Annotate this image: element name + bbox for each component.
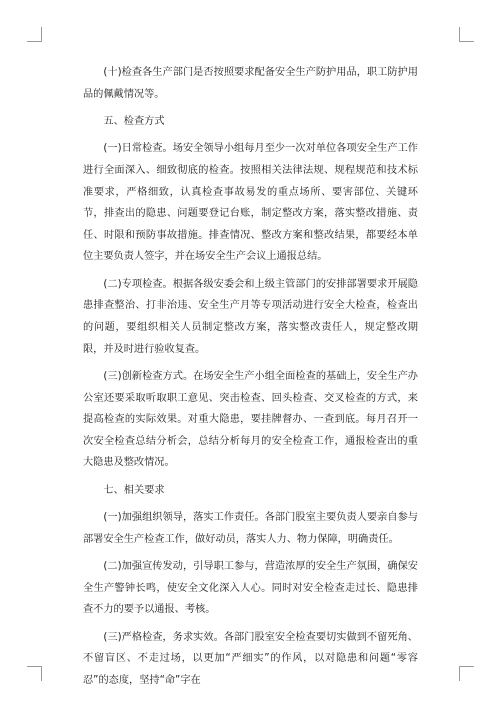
paragraph-daily-inspection: (一)日常检查。场安全领导小组每月至少一次对单位各项安全生产工作进行全面深入、细致彻底的检查。按照相关法律法规、规程规范和技术标准要求，严格细致，认真检查事故易发的重点场所、要害部位、关键环节，排查出的隐患、问题要登记台账，制定整改方案，落实整改措施、责任、时限和预防事故措施。排查情况、整改方案和整改结果，都要经本单位主要负责人签字，并在场安全生产会议上通报总结。 bbox=[83, 143, 418, 263]
crop-mark-top-left bbox=[27, 27, 42, 42]
paragraph-inspect-protective-gear: (十)检查各生产部门是否按照要求配备安全生产防护用品，职工防护用品的佩戴情况等。 bbox=[83, 67, 418, 100]
section-heading-inspection-methods: 五、检查方式 bbox=[103, 115, 165, 127]
paragraph-special-inspection: (二)专项检查。根据各级安委会和上级主管部门的安排部署要求开展隐患排查整治、打非治违、安全生产月等专项活动进行安全大检查，检查出的问题，要组织相关人员制定整改方案，落实整改责任人，规定整改期限，并及时进行验收复查。 bbox=[83, 278, 418, 355]
paragraph-publicity-mobilization: (二)加强宣传发动，引导职工参与，营造浓厚的安全生产氛围，确保安全生产警钟长鸣，使安全文化深入人心。同时对安全检查走过长、隐患排查不力的要予以通报、考核。 bbox=[83, 561, 418, 616]
crop-mark-top-right bbox=[459, 27, 474, 42]
document-body bbox=[83, 62, 418, 697]
crop-mark-bottom-right bbox=[459, 666, 474, 681]
section-heading-requirements: 七、相关要求 bbox=[103, 484, 165, 496]
crop-mark-bottom-left bbox=[27, 666, 42, 681]
paragraph-innovative-inspection: (三)创新检查方式。在场安全生产小组全面检查的基础上，安全生产办公室还要采取听取职工意见、突击检查、回头检查、交叉检查的方式，来提高检查的实际效果。对重大隐患，要挂牌督办、一查到底。每月召开一次安全检查总结分析会，总结分析每月的安全检查工作，通报检查出的重大隐患及整改情况。 bbox=[83, 370, 418, 469]
paragraph-strict-inspection: (三)严格检查，务求实效。各部门股室安全检查要切实做到不留死角、不留盲区、不走过场，以更加“严细实”的作风，以对隐患和问题“零容忍”的态度，坚持“命”字在 bbox=[83, 631, 418, 686]
paragraph-organization-leadership: (一)加强组织领导，落实工作责任。各部门股室主要负责人要亲自参与部署安全生产检查工作，做好动员，落实人力、物力保障，明确责任。 bbox=[83, 512, 418, 545]
